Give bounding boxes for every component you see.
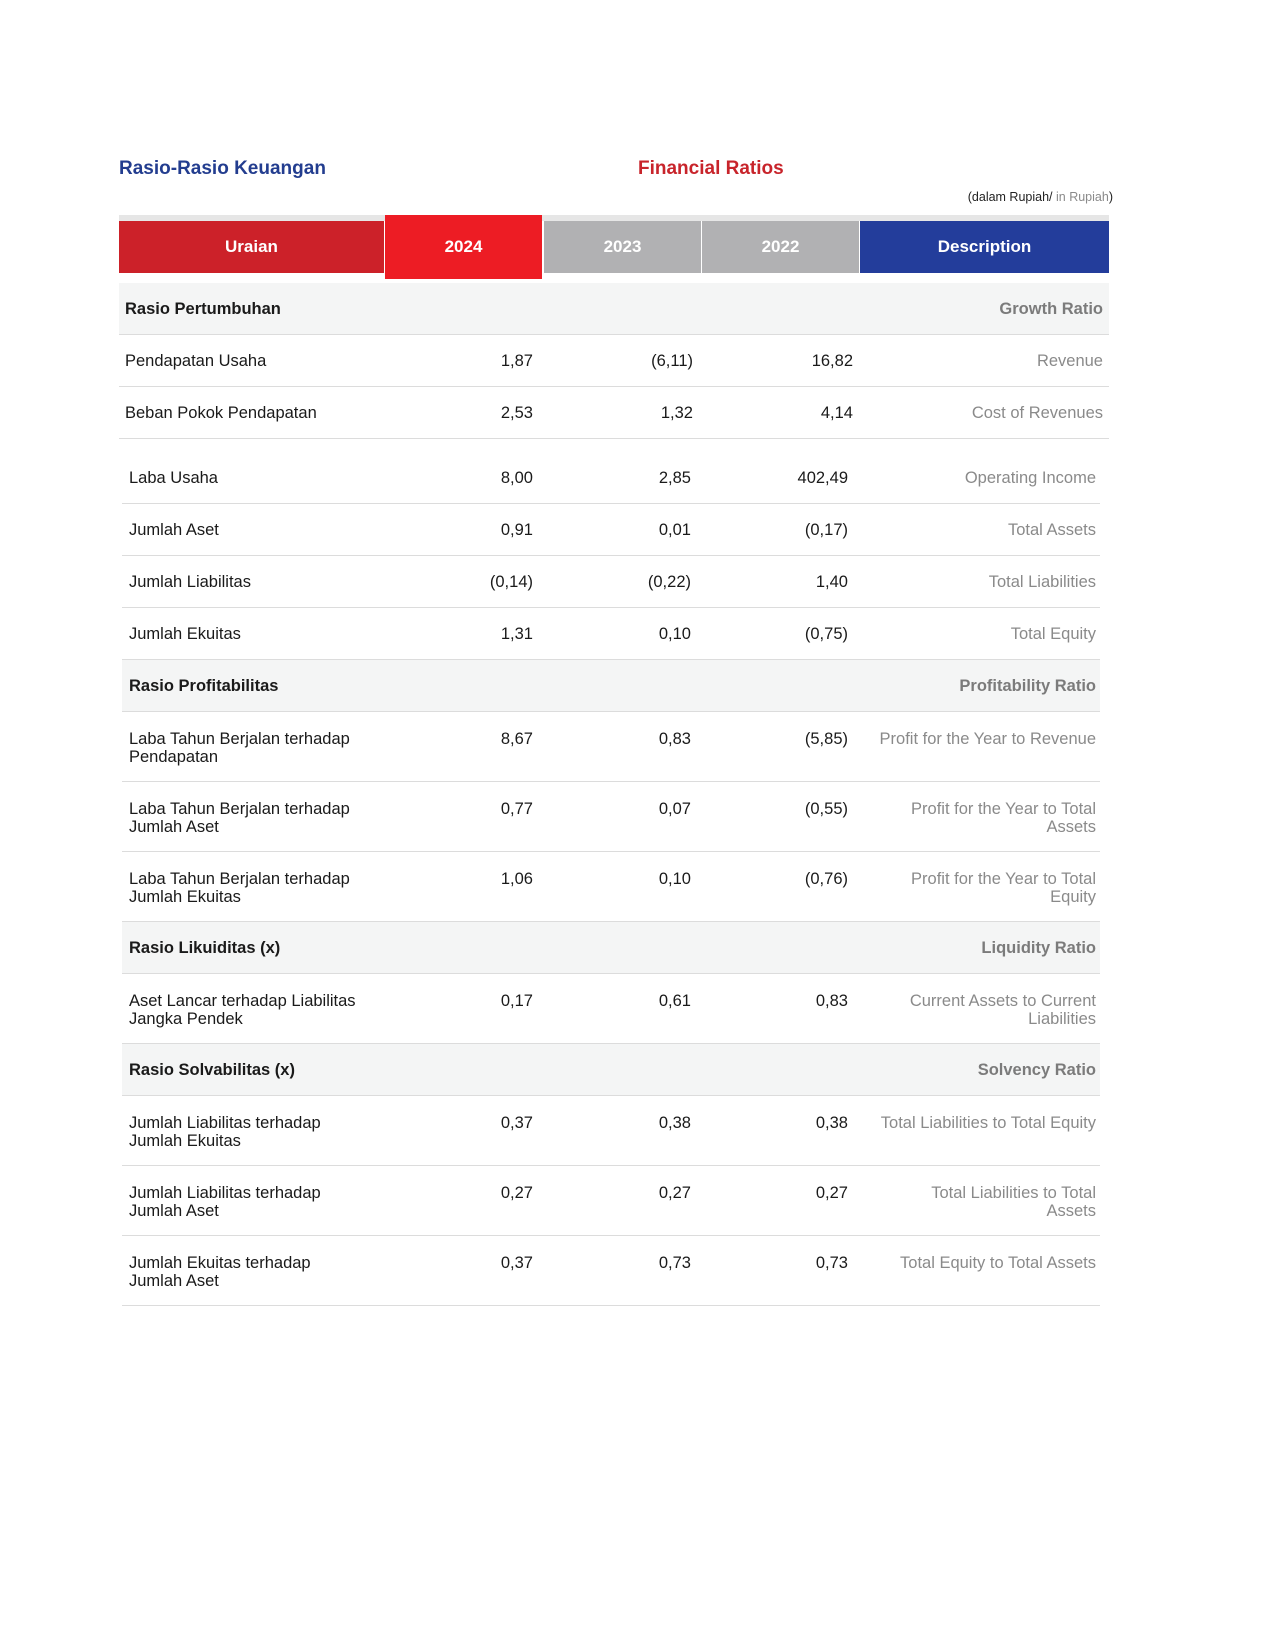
value-2023: 0,61 (658, 992, 691, 1010)
row-description: Total Equity to Total Assets (900, 1254, 1096, 1272)
value-2024: 1,87 (500, 351, 533, 370)
page-title-indonesian: Rasio-Rasio Keuangan (119, 158, 326, 179)
value-2024: 0,17 (500, 992, 533, 1010)
value-2022: 0,73 (815, 1254, 848, 1272)
section-row (122, 1044, 1100, 1096)
value-2024: 1,06 (500, 870, 533, 888)
value-2024: 1,31 (500, 624, 533, 643)
row-label: Laba Tahun Berjalan terhadap Jumlah Ekuitas (129, 870, 350, 906)
unit-note-id: (dalam Rupiah/ (967, 190, 1056, 204)
row-description: Cost of Revenues (971, 403, 1103, 422)
row-description: Total Equity (1010, 624, 1096, 643)
value-2022: 402,49 (797, 468, 848, 487)
value-2024: 8,00 (500, 468, 533, 487)
table-row (122, 556, 1100, 608)
row-label: Aset Lancar terhadap Liabilitas Jangka Pendek (129, 992, 356, 1028)
row-description: Growth Ratio (999, 299, 1103, 318)
value-2024: 0,37 (500, 1254, 533, 1272)
table-row (122, 504, 1100, 556)
header-2024: 2024 (385, 215, 542, 279)
value-2024: 0,37 (500, 1114, 533, 1132)
row-label: Rasio Pertumbuhan (125, 299, 281, 318)
value-2023: 0,07 (658, 800, 691, 818)
row-label: Laba Usaha (129, 468, 218, 487)
section-row (119, 283, 1109, 335)
value-2022: 1,40 (815, 572, 848, 591)
value-2023: 0,73 (658, 1254, 691, 1272)
row-label: Pendapatan Usaha (125, 351, 267, 370)
value-2024: 8,67 (500, 730, 533, 748)
value-2023: 0,10 (658, 870, 691, 888)
value-2024: 0,27 (500, 1184, 533, 1202)
header-description: Description (860, 221, 1109, 273)
table-row (122, 712, 1100, 782)
section-row (122, 922, 1100, 974)
row-label: Rasio Likuiditas (x) (129, 938, 281, 957)
unit-note-en: in Rupiah (1056, 190, 1109, 204)
row-label: Rasio Solvabilitas (x) (129, 1060, 295, 1079)
value-2023: (6,11) (651, 351, 693, 370)
value-2024: 0,77 (500, 800, 533, 818)
value-2024: 2,53 (500, 403, 533, 422)
table-row (122, 1096, 1100, 1166)
value-2024: (0,14) (489, 572, 533, 591)
row-label: Beban Pokok Pendapatan (125, 403, 317, 422)
row-label: Laba Tahun Berjalan terhadap Pendapatan (129, 730, 350, 766)
value-2023: (0,22) (647, 572, 691, 591)
row-description: Profitability Ratio (959, 676, 1096, 695)
value-2023: 0,83 (658, 730, 691, 748)
value-2022: (0,55) (804, 800, 848, 818)
row-label: Jumlah Ekuitas (129, 624, 241, 643)
value-2022: 16,82 (811, 351, 853, 370)
table-row (122, 452, 1100, 504)
row-description: Total Liabilities (988, 572, 1096, 591)
row-description: Profit for the Year to Total Equity (911, 870, 1096, 906)
table-row (122, 852, 1100, 922)
value-2023: 0,10 (658, 624, 691, 643)
header-2022: 2022 (702, 221, 859, 273)
value-2023: 1,32 (660, 403, 693, 422)
header-uraian: Uraian (119, 221, 384, 273)
table-row (122, 608, 1100, 660)
row-label: Jumlah Liabilitas terhadap Jumlah Aset (129, 1184, 321, 1220)
table-row (122, 1236, 1100, 1306)
value-2022: (0,75) (804, 624, 848, 643)
row-label: Jumlah Liabilitas terhadap Jumlah Ekuitas (129, 1114, 321, 1150)
value-2023: 0,27 (658, 1184, 691, 1202)
row-label: Jumlah Aset (129, 520, 219, 539)
section-row (122, 660, 1100, 712)
row-description: Total Assets (1007, 520, 1096, 539)
row-description: Solvency Ratio (977, 1060, 1096, 1079)
table-row (122, 782, 1100, 852)
row-description: Profit for the Year to Revenue (879, 730, 1096, 748)
value-2022: 4,14 (820, 403, 853, 422)
table-row (122, 1166, 1100, 1236)
row-label: Rasio Profitabilitas (129, 676, 279, 695)
value-2022: (0,17) (804, 520, 848, 539)
row-label: Jumlah Ekuitas terhadap Jumlah Aset (129, 1254, 311, 1290)
page-title-english: Financial Ratios (638, 158, 784, 179)
row-description: Total Liabilities to Total Assets (931, 1184, 1096, 1220)
value-2023: 0,01 (658, 520, 691, 539)
row-description: Profit for the Year to Total Assets (911, 800, 1096, 836)
value-2022: (5,85) (804, 730, 848, 748)
row-description: Current Assets to Current Liabilities (909, 992, 1096, 1028)
row-label: Jumlah Liabilitas (129, 572, 251, 591)
header-2023: 2023 (544, 221, 701, 273)
value-2023: 0,38 (658, 1114, 691, 1132)
table-row (119, 387, 1109, 439)
unit-note-close: ) (1108, 190, 1113, 204)
row-description: Operating Income (964, 468, 1096, 487)
value-2022: (0,76) (804, 870, 848, 888)
value-2022: 0,83 (815, 992, 848, 1010)
value-2024: 0,91 (500, 520, 533, 539)
value-2022: 0,27 (815, 1184, 848, 1202)
row-label: Laba Tahun Berjalan terhadap Jumlah Aset (129, 800, 350, 836)
row-description: Revenue (1036, 351, 1103, 370)
value-2022: 0,38 (815, 1114, 848, 1132)
unit-note (968, 190, 1113, 204)
table-row (122, 974, 1100, 1044)
table-row (119, 335, 1109, 387)
row-description: Liquidity Ratio (981, 938, 1096, 957)
value-2023: 2,85 (658, 468, 691, 487)
table-header (119, 215, 1109, 283)
row-description: Total Liabilities to Total Equity (880, 1114, 1096, 1132)
